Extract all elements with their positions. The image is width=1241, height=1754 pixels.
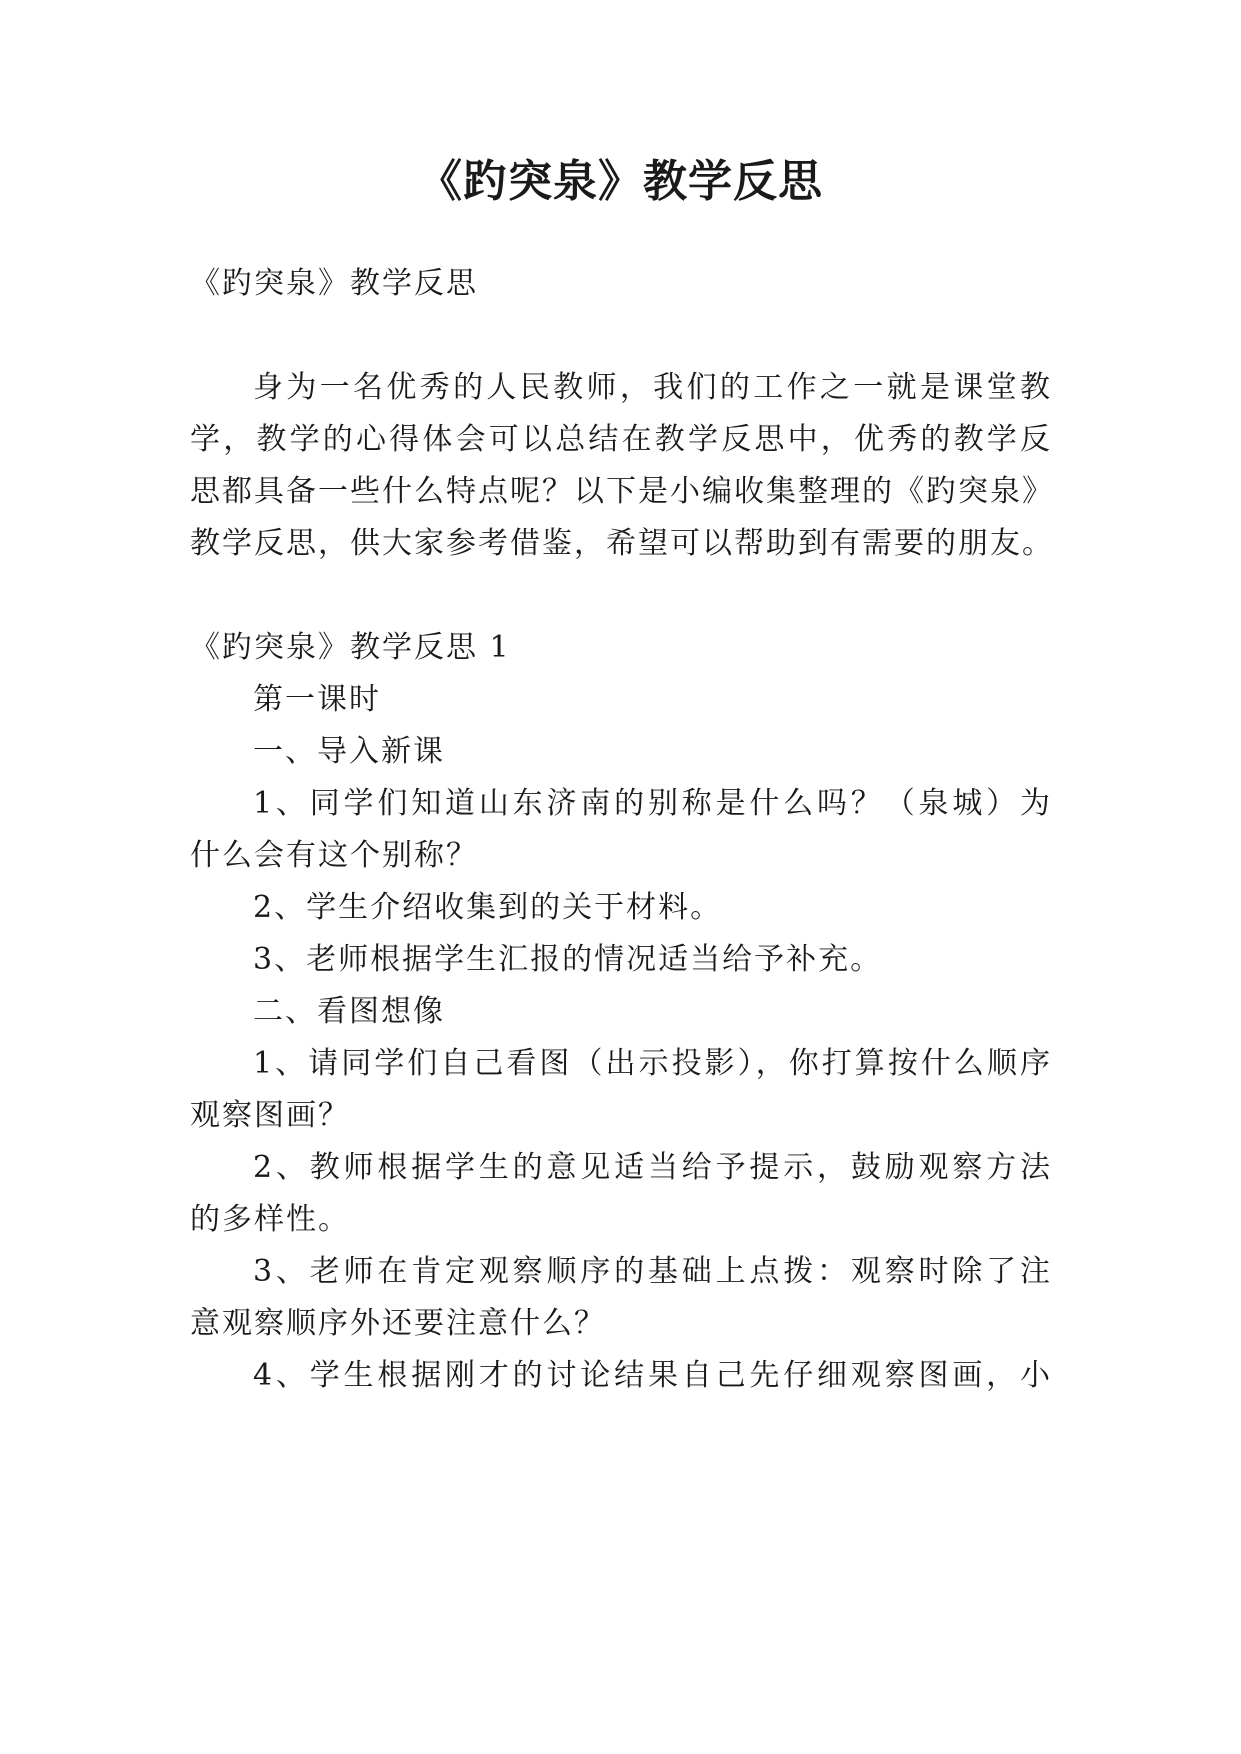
part1-item1-line2: 什么会有这个别称？ [190,838,478,873]
intro-line-3: 思都具备一些什么特点呢？以下是小编收集整理的《趵突泉》 [190,474,1054,509]
part2-item4-line1: 4、学生根据刚才的讨论结果自己先仔细观察图画，小 [253,1358,1052,1393]
part2-item1-line1: 1、请同学们自己看图（出示投影），你打算按什么顺序 [253,1046,1052,1081]
part1-item2: 2、学生介绍收集到的关于材料。 [253,890,723,925]
part2-item3-line2: 意观察顺序外还要注意什么？ [190,1306,606,1341]
part2-heading: 二、看图想像 [253,994,445,1029]
part1-item3: 3、老师根据学生汇报的情况适当给予补充。 [253,942,883,977]
intro-line-4: 教学反思，供大家参考借鉴，希望可以帮助到有需要的朋友。 [190,526,1054,561]
lesson-label: 第一课时 [253,682,381,717]
part2-item2-line2: 的多样性。 [190,1202,350,1237]
subtitle: 《趵突泉》教学反思 [190,266,478,301]
part2-item2-line1: 2、教师根据学生的意见适当给予提示，鼓励观察方法 [253,1150,1052,1185]
section-heading: 《趵突泉》教学反思 1 [190,630,511,665]
part2-item3-line1: 3、老师在肯定观察顺序的基础上点拨：观察时除了注 [253,1254,1052,1289]
part1-heading: 一、导入新课 [253,734,445,769]
intro-line-1: 身为一名优秀的人民教师，我们的工作之一就是课堂教 [253,370,1052,405]
part2-item1-line2: 观察图画？ [190,1098,350,1133]
document-title: 《趵突泉》教学反思 [418,156,823,207]
intro-line-2: 学，教学的心得体会可以总结在教学反思中，优秀的教学反 [190,422,1052,457]
part1-item1-line1: 1、同学们知道山东济南的别称是什么吗？（泉城）为 [253,786,1052,821]
